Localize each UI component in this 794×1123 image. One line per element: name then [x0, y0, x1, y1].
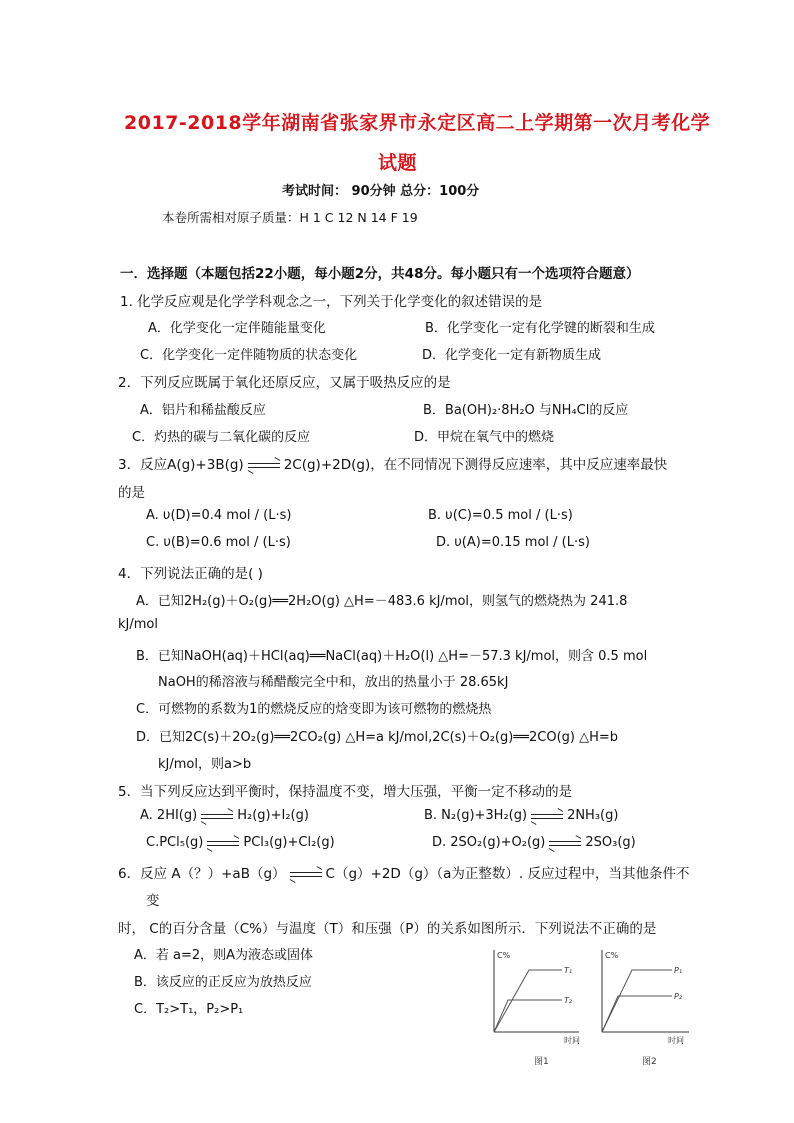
q5-option-b-rhs: 2NH₃(g) [567, 808, 619, 823]
q3-stem-line2: 的是 [118, 485, 145, 501]
q5-option-c-rhs: PCl₃(g)+Cl₂(g) [243, 835, 335, 850]
q4-option-d-line1: D．已知2C(s)＋2O₂(g)══2CO₂(g) △H=a kJ/mol,2C(s)＋O₂(g)══2CO(g) △H=b [136, 730, 619, 745]
q4-option-a-line2: kJ/mol [118, 617, 158, 632]
fig2-curve-top-label: P₁ [674, 966, 683, 975]
equilibrium-arrow-icon [201, 812, 233, 820]
atomic-mass-info: 本卷所需相对原子质量：H 1 C 12 N 14 F 19 [162, 210, 418, 225]
q2-option-a: A．铝片和稀盐酸反应 [140, 403, 266, 418]
fig2-xlabel: 时间 [668, 1036, 684, 1045]
section-header: 一．选择题（本题包括22小题，每小题2分，共48分。每小题只有一个选项符合题意） [120, 266, 640, 282]
q5-option-d-rhs: 2SO₃(g) [585, 835, 636, 850]
doc-title-line2: 试题 [378, 152, 418, 174]
q1-option-a: A．化学变化一定伴随能量变化 [148, 321, 326, 336]
q3-stem-pre: 3．反应A(g)+3B(g) [118, 457, 244, 473]
equilibrium-arrow-icon [248, 461, 280, 469]
q5-option-b-lhs: B. N₂(g)+3H₂(g) [424, 808, 528, 823]
q6-option-b: B．该反应的正反应为放热反应 [134, 975, 312, 990]
equilibrium-arrow-icon [531, 812, 563, 820]
q3-option-a: A. υ(D)=0.4 mol / (L·s) [146, 508, 292, 523]
fig2-curve-top [602, 970, 672, 1032]
q1-stem: 1. 化学反应观是化学学科观念之一，下列关于化学变化的叙述错误的是 [120, 294, 543, 310]
q2-option-d: D．甲烷在氧气中的燃烧 [414, 430, 555, 445]
q5-option-c-lhs: C.PCl₅(g) [146, 835, 204, 850]
figure-2 [602, 950, 689, 1067]
q6-stem [118, 862, 690, 882]
q5-option-d-lhs: D. 2SO₂(g)+O₂(g) [432, 835, 546, 850]
fig2-curve-bottom-label: P₂ [674, 992, 683, 1001]
q1-option-d: D．化学变化一定有新物质生成 [422, 348, 602, 363]
fig2-ylabel: C% [605, 951, 619, 960]
fig1-xlabel: 时间 [564, 1036, 580, 1045]
q6-option-a: A．若 a=2，则A为液态或固体 [134, 948, 314, 963]
q5-stem: 5．当下列反应达到平衡时，保持温度不变，增大压强，平衡一定不移动的是 [118, 784, 573, 800]
q4-option-d-line2: kJ/mol，则a>b [158, 757, 252, 772]
q6-stem-post: C（g）+2D（g）（a为正整数）. 反应过程中，当其他条件不 [325, 866, 690, 882]
q6-option-c: C．T₂>T₁，P₂>P₁ [134, 1002, 244, 1017]
fig2-caption: 图2 [642, 1057, 657, 1067]
q3-option-b: B. υ(C)=0.5 mol / (L·s) [428, 508, 573, 523]
fig1-curve-top [494, 970, 562, 1032]
equilibrium-arrow-icon [290, 870, 322, 878]
figure-1 [494, 950, 580, 1067]
fig1-ylabel: C% [497, 951, 511, 960]
q3-stem [118, 453, 667, 473]
fig1-caption: 图1 [534, 1057, 549, 1067]
fig1-curve-bottom-label: T₂ [564, 996, 573, 1005]
equilibrium-arrow-icon [207, 839, 239, 847]
q6-stem-pre: 6．反应 A（？）+aB（g） [118, 866, 286, 882]
q6-figures [484, 942, 694, 1072]
q4-option-a-line1: A．已知2H₂(g)＋O₂(g)══2H₂O(g) △H=－483.6 kJ/mol，则氢气的燃烧热为 241.8 [136, 594, 628, 609]
q4-option-c: C．可燃物的系数为1的燃烧反应的焓变即为该可燃物的燃烧热 [136, 702, 492, 717]
q6-stem-line3: 时， C的百分含量（C%）与温度（T）和压强（P）的关系如图所示．下列说法不正确的是 [118, 921, 657, 937]
q3-option-c: C. υ(B)=0.6 mol / (L·s) [146, 535, 291, 550]
q3-stem-post: 2C(g)+2D(g)，在不同情况下测得反应速率，其中反应速率最快 [283, 457, 668, 473]
q5-option-a [140, 808, 309, 823]
q6-stem-line2: 变 [146, 893, 160, 909]
q5-option-d [432, 835, 636, 850]
q5-option-c [146, 835, 335, 850]
q5-option-a-rhs: H₂(g)+I₂(g) [237, 808, 309, 823]
q4-option-b-line2: NaOH的稀溶液与稀醋酸完全中和，放出的热量小于 28.65kJ [158, 675, 509, 690]
equilibrium-arrow-icon [549, 839, 581, 847]
fig1-curve-bottom [494, 1000, 562, 1032]
fig1-curve-top-label: T₁ [564, 966, 573, 975]
q5-option-a-lhs: A. 2HI(g) [140, 808, 198, 823]
fig2-curve-bottom [602, 996, 672, 1032]
q4-option-b-line1: B．已知NaOH(aq)＋HCl(aq)══NaCl(aq)＋H₂O(l) △H=－57.3 kJ/mol，则含 0.5 mol [136, 649, 648, 664]
q2-option-c: C．灼热的碳与二氧化碳的反应 [132, 430, 311, 445]
exam-info: 考试时间： 90分钟 总分：100分 [282, 184, 480, 199]
q1-option-b: B．化学变化一定有化学键的断裂和生成 [425, 321, 655, 336]
q4-stem: 4．下列说法正确的是( ) [118, 566, 263, 582]
q1-option-c: C．化学变化一定伴随物质的状态变化 [140, 348, 358, 363]
q5-option-b [424, 808, 618, 823]
q3-option-d: D. υ(A)=0.15 mol / (L·s) [436, 535, 590, 550]
q2-stem: 2．下列反应既属于氧化还原反应，又属于吸热反应的是 [118, 375, 451, 391]
q2-option-b: B．Ba(OH)₂·8H₂O 与NH₄Cl的反应 [423, 403, 629, 418]
doc-title-line1: 2017-2018学年湖南省张家界市永定区高二上学期第一次月考化学 [124, 112, 711, 134]
